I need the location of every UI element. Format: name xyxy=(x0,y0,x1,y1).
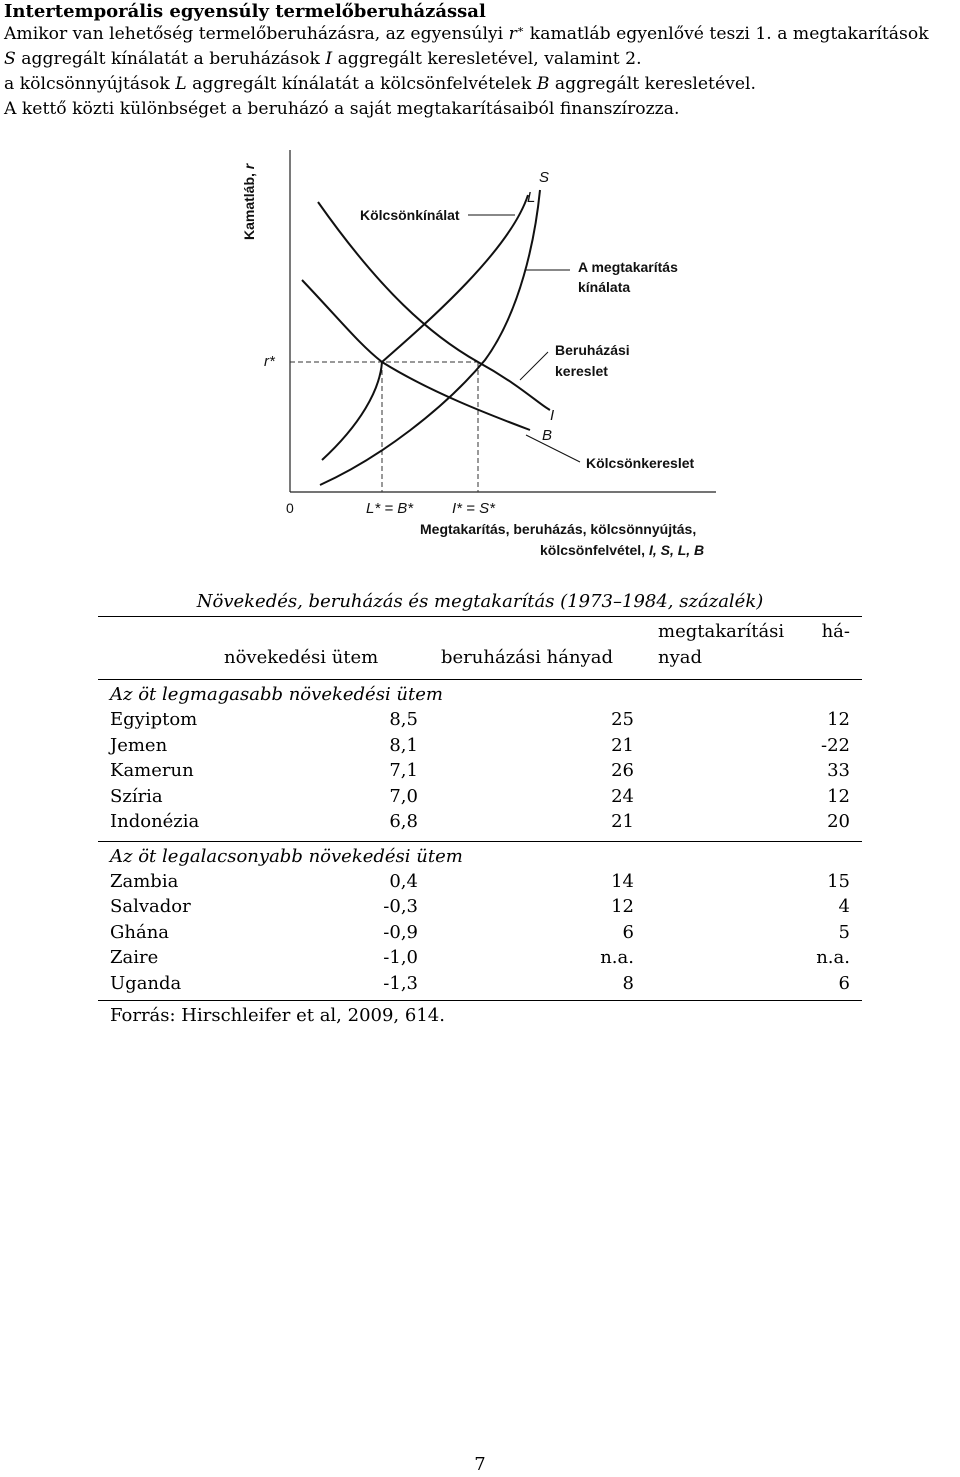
header-savings-2: nyad xyxy=(658,647,703,668)
table-row: Uganda -1,3 8 6 xyxy=(110,972,850,994)
origin-label: 0 xyxy=(286,500,294,516)
table-row: Zaire -1,0 n.a. n.a. xyxy=(110,947,850,968)
header-savings-1: megtakarítási xyxy=(658,621,785,642)
table-caption: Növekedés, beruházás és megtakarítás (1973–1984, százalék) xyxy=(196,591,764,612)
r-star-label: r* xyxy=(264,353,275,370)
savings-supply-label-2: kínálata xyxy=(578,279,631,295)
loan-demand-label: Kölcsönkereslet xyxy=(586,455,695,471)
x-axis-label-1: Megtakarítás, beruházás, kölcsönnyújtás, xyxy=(420,521,697,537)
table-row: Ghána -0,9 6 5 xyxy=(110,921,850,943)
group-title-low: Az öt legalacsonyabb növekedési ütem xyxy=(110,845,463,867)
table-row: Egyiptom 8,5 25 12 xyxy=(110,709,850,730)
supply-demand-figure xyxy=(230,140,730,565)
intro-line-4: A kettő közti különbséget a beruházó a saját megtakarításaiból finanszírozza. xyxy=(4,99,680,119)
table-source: Forrás: Hirschleifer et al, 2009, 614. xyxy=(110,1005,445,1026)
lb-star-label: L* = B* xyxy=(366,500,414,517)
header-investment: beruházási hányad xyxy=(441,647,613,668)
table-row: Indonézia 6,8 21 20 xyxy=(110,811,850,832)
curve-B-label: B xyxy=(542,427,553,444)
intro-line-2: S aggregált kínálatát a beruházások I aggregált keresletével, valamint 2. xyxy=(4,49,642,69)
table-row: Kamerun 7,1 26 33 xyxy=(110,760,850,781)
page-number: 7 xyxy=(474,1454,486,1475)
curve-L-label: L xyxy=(527,189,536,206)
intro-paragraph xyxy=(4,22,958,122)
loan-supply-label: Kölcsönkínálat xyxy=(360,207,460,223)
x-axis-label-2: kölcsönfelvétel, I, S, L, B xyxy=(540,542,705,558)
investment-demand-label-2: kereslet xyxy=(555,363,608,379)
table-row: Jemen 8,1 21 -22 xyxy=(110,734,850,756)
header-growth: növekedési ütem xyxy=(224,647,379,668)
savings-supply-label-1: A megtakarítás xyxy=(578,259,678,275)
growth-table xyxy=(98,588,862,1029)
intro-line-3: a kölcsönnyújtások L aggregált kínálatát a kölcsönfelvételek B aggregált keresletével. xyxy=(4,74,756,94)
y-axis-label: Kamatláb, r xyxy=(241,163,257,240)
table-row: Salvador -0,3 12 4 xyxy=(110,896,850,917)
header-savings-1b: há- xyxy=(821,621,850,642)
is-star-label: I* = S* xyxy=(452,500,495,517)
section-heading: Intertemporális egyensúly termelőberuházással xyxy=(4,1,486,22)
group-title-high: Az öt legmagasabb növekedési ütem xyxy=(110,684,443,705)
table-row: Szíria 7,0 24 12 xyxy=(110,785,850,807)
table-row: Zambia 0,4 14 15 xyxy=(110,870,850,892)
investment-demand-curve xyxy=(318,202,550,410)
loan-demand-curve xyxy=(302,280,530,430)
table-header xyxy=(98,617,862,679)
investment-demand-label-1: Beruházási xyxy=(555,342,630,358)
curve-S-label: S xyxy=(539,169,550,186)
investment-demand-arrow xyxy=(520,352,548,380)
loan-supply-curve xyxy=(322,195,528,460)
curve-I-label: I xyxy=(550,407,555,424)
loan-demand-arrow xyxy=(526,435,580,462)
supply-demand-diagram xyxy=(230,140,730,565)
intro-line-1: Amikor van lehetőség termelőberuházásra, az egyensúlyi r∗ kamatláb egyenlővé teszi 1. a megtakarítások xyxy=(4,23,929,44)
